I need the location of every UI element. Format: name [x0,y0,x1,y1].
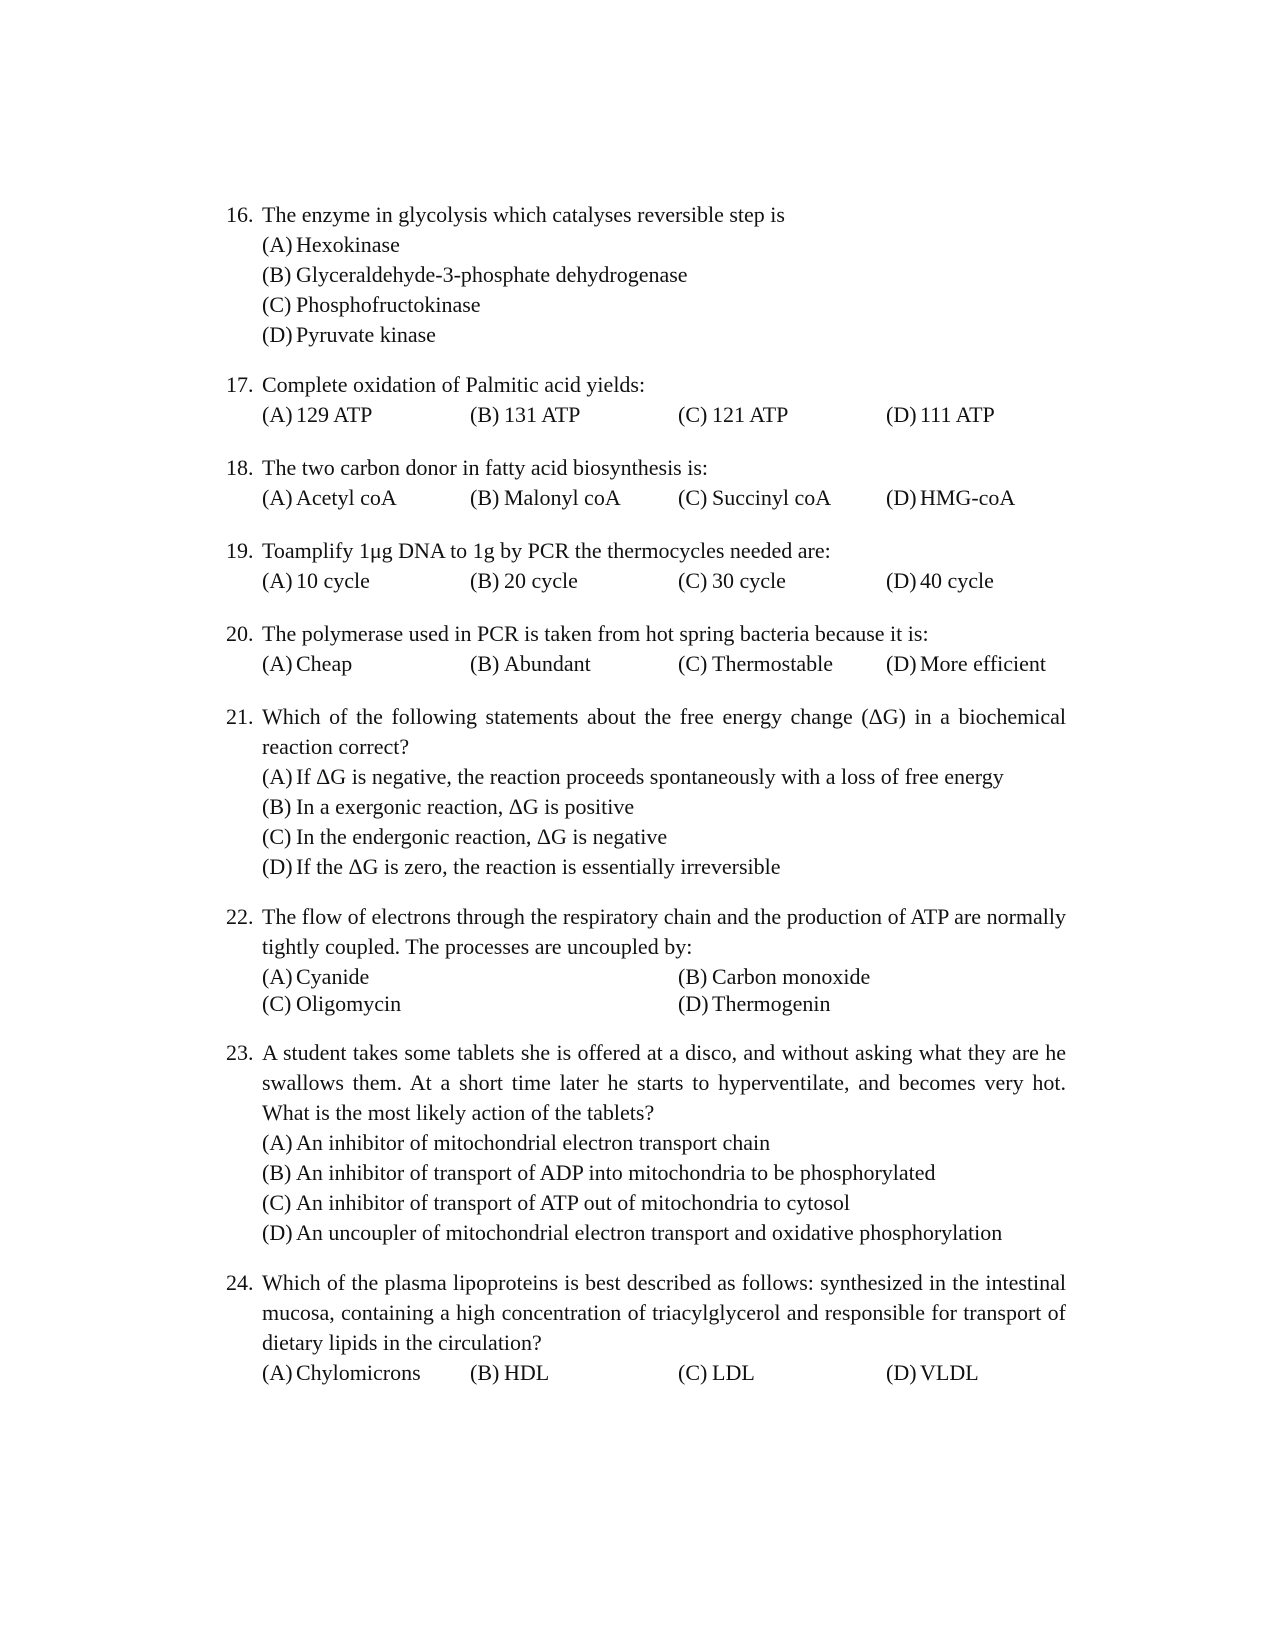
option-text: Malonyl coA [504,485,621,510]
option-text: 40 cycle [920,568,994,593]
question-number: 21. [226,704,254,729]
option-text: LDL [712,1360,755,1385]
stem-line: he swallows them. At a short time later he starts to hyperventilate, and becomes very [262,1040,1066,1095]
option-text: 131 ATP [504,402,581,427]
question-21 [226,702,1066,882]
option-label: (A) [262,232,293,257]
option-c [678,400,788,430]
option-text: More efficient [920,651,1047,676]
options-row [262,566,1066,596]
question-stem: Toamplify 1μg DNA to 1g by PCR the thermocycles needed are: [262,538,831,563]
option-label: (B) [470,402,500,427]
option-text: Chylomicrons [296,1360,421,1385]
option-a [262,1358,421,1388]
stem-line: normally tightly coupled. The processes are uncoupled by: [262,904,1066,959]
option-b [470,1358,549,1388]
option-d [262,320,1066,350]
option-label: (B) [470,485,500,510]
option-label: (A) [262,651,293,676]
question-18 [226,453,1066,513]
option-label: (A) [262,1130,293,1155]
option-label: (B) [470,568,500,593]
option-label: (B) [470,1360,500,1385]
question-number: 17. [226,372,254,397]
stem-line: A student takes some tablets she is offered at a disco, and without asking what they are [262,1040,1039,1065]
option-b [470,566,578,596]
question-19 [226,536,1066,596]
option-label: (C) [678,1360,708,1385]
option-text: Acetyl coA [296,485,397,510]
question-stem [262,702,1066,762]
option-label: (D) [886,651,917,676]
option-text: An inhibitor of mitochondrial electron transport chain [296,1130,771,1155]
option-b [262,792,1066,822]
option-text: In the endergonic reaction, ΔG is negative [296,824,668,849]
option-text: Carbon monoxide [712,964,871,989]
option-d [886,1358,979,1388]
option-text: 129 ATP [296,402,373,427]
question-number: 19. [226,538,254,563]
question-23 [226,1038,1066,1248]
option-label: (D) [262,854,293,879]
option-a [262,230,1066,260]
option-text: An inhibitor of transport of ATP out of mitochondria to cytosol [296,1190,851,1215]
option-text: Cheap [296,651,353,676]
option-label: (D) [886,1360,917,1385]
option-text: Cyanide [296,964,370,989]
option-label: (C) [262,991,292,1016]
option-d [262,1218,1066,1248]
option-text: Abundant [504,651,591,676]
option-text: VLDL [920,1360,979,1385]
option-text: Thermogenin [712,991,831,1016]
option-a [262,962,369,992]
question-stem: The polymerase used in PCR is taken from hot spring bacteria because it is: [262,621,929,646]
options-row [262,1358,1066,1388]
option-d [886,400,995,430]
options-row [262,400,1066,430]
option-label: (D) [886,568,917,593]
option-d [262,852,1066,882]
option-c [678,649,833,679]
stem-line: The flow of electrons through the respiratory chain and the production of ATP are [262,904,981,929]
question-stem [262,902,1066,962]
option-text: Succinyl coA [712,485,832,510]
option-text: 10 cycle [296,568,370,593]
options-row [262,989,1066,1016]
option-label: (B) [678,964,708,989]
option-label: (D) [678,991,709,1016]
option-b [262,1158,1066,1188]
option-label: (C) [262,292,292,317]
stem-line: reaction correct? [262,734,410,759]
options-row [262,962,1066,989]
option-text: An inhibitor of transport of ADP into mitochondria to be phosphorylated [296,1160,936,1185]
option-text: 30 cycle [712,568,786,593]
option-text: 121 ATP [712,402,789,427]
option-text: Hexokinase [296,232,400,257]
question-stem: Complete oxidation of Palmitic acid yields: [262,372,646,397]
question-number: 24. [226,1270,254,1295]
option-c [262,290,1066,320]
option-label: (B) [262,262,292,287]
option-c [678,483,831,513]
option-text: If ΔG is negative, the reaction proceeds spontaneously with a loss of free energy [296,764,1004,789]
option-a [262,566,370,596]
option-label: (B) [470,651,500,676]
question-number: 18. [226,455,254,480]
option-a [262,483,397,513]
option-d [886,483,1015,513]
option-label: (D) [262,322,293,347]
option-text: Oligomycin [296,991,402,1016]
option-text: If the ΔG is zero, the reaction is essentially irreversible [296,854,781,879]
option-b [262,260,1066,290]
option-text: An uncoupler of mitochondrial electron transport and oxidative phosphorylation [296,1220,1003,1245]
question-17 [226,370,1066,430]
option-d [886,566,994,596]
option-label: (C) [678,485,708,510]
question-stem [262,1268,1066,1358]
option-c [262,1188,1066,1218]
question-stem: The two carbon donor in fatty acid biosynthesis is: [262,455,709,480]
option-b [470,483,621,513]
option-label: (A) [262,764,293,789]
option-text: HMG-coA [920,485,1016,510]
stem-line: intestinal mucosa, containing a high concentration of triacylglycerol and responsible [262,1270,1066,1325]
option-b [470,649,591,679]
option-label: (A) [262,402,293,427]
option-label: (A) [262,568,293,593]
option-label: (A) [262,1360,293,1385]
stem-line: hot. What is the most likely action of the tablets? [262,1070,1066,1125]
question-20 [226,619,1066,679]
option-text: Thermostable [712,651,833,676]
option-label: (D) [886,485,917,510]
question-number: 23. [226,1040,254,1065]
option-text: Glyceraldehyde-3-phosphate dehydrogenase [296,262,688,287]
option-label: (A) [262,485,293,510]
option-a [262,1128,1066,1158]
question-stem: The enzyme in glycolysis which catalyses reversible step is [262,202,785,227]
option-label: (B) [262,794,292,819]
option-label: (A) [262,964,293,989]
options-row [262,649,1066,679]
option-c [678,566,786,596]
option-text: Phosphofructokinase [296,292,481,317]
question-number: 22. [226,904,254,929]
option-text: 111 ATP [920,402,995,427]
question-number: 20. [226,621,254,646]
option-label: (C) [678,651,708,676]
option-label: (C) [262,824,292,849]
option-c [262,989,401,1019]
option-b [678,962,870,992]
option-b [470,400,580,430]
option-label: (C) [678,568,708,593]
option-text: Pyruvate kinase [296,322,436,347]
option-label: (C) [262,1190,292,1215]
option-d [886,649,1046,679]
stem-line: Which of the following statements about the free energy change (ΔG) in a biochemical [262,704,1066,729]
option-text: 20 cycle [504,568,578,593]
option-a [262,762,1066,792]
question-16 [226,200,1066,350]
stem-line: for transport of dietary lipids in the circulation? [262,1300,1067,1355]
option-label: (B) [262,1160,292,1185]
option-a [262,400,372,430]
options-row [262,483,1066,513]
option-c [262,822,1066,852]
question-stem [262,1038,1066,1128]
option-a [262,649,352,679]
option-text: In a exergonic reaction, ΔG is positive [296,794,635,819]
option-label: (C) [678,402,708,427]
option-text: HDL [504,1360,550,1385]
question-number: 16. [226,202,254,227]
stem-line: Which of the plasma lipoproteins is best described as follows: synthesized in the [262,1270,980,1295]
question-24 [226,1268,1066,1388]
option-d [678,989,831,1019]
option-c [678,1358,755,1388]
option-label: (D) [262,1220,293,1245]
option-label: (D) [886,402,917,427]
question-22 [226,902,1066,1016]
